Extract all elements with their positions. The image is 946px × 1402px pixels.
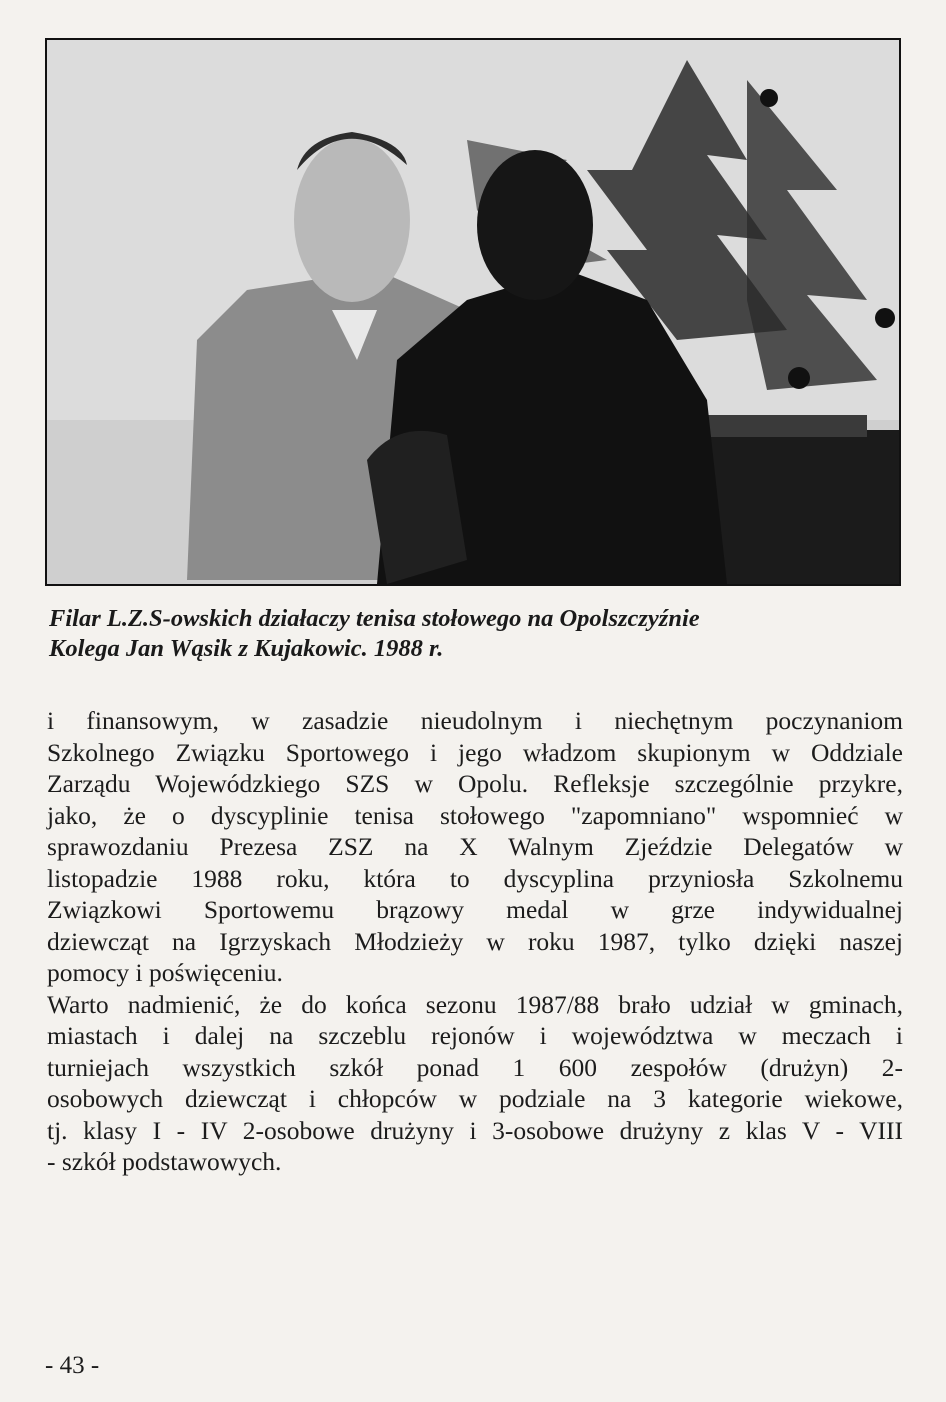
text-line: Zarządu Wojewódzkiego SZS w Opolu. Refleksje szczególnie przykre, bbox=[47, 769, 903, 798]
caption-line: Filar L.Z.S-owskich działaczy tenisa stołowego na Opolszczyźnie bbox=[49, 605, 700, 632]
photo-illustration bbox=[47, 40, 899, 584]
body-text bbox=[47, 705, 903, 1178]
text-line: dziewcząt na Igrzyskach Młodzieży w roku 1987, tylko dzięki naszej bbox=[47, 926, 903, 956]
page-number: - 43 - bbox=[45, 1352, 100, 1379]
text-line: i finansowym, w zasadzie nieudolnym i niechętnym poczynaniom bbox=[47, 706, 903, 735]
text-line: Szkolnego Związku Sportowego i jego władzom skupionym w Oddziale bbox=[47, 737, 903, 767]
text-line: pomocy i poświęceniu. bbox=[47, 958, 283, 987]
text-line: jako, że o dyscyplinie tenisa stołowego "zapomniano" wspomnieć w bbox=[47, 800, 903, 830]
text-line: turniejach wszystkich szkół ponad 1 600 zespołów (drużyn) 2- bbox=[47, 1052, 903, 1082]
text-line: sprawozdaniu Prezesa ZSZ na X Walnym Zjeździe Delegatów w bbox=[47, 832, 903, 861]
text-line: tj. klasy I - IV 2-osobowe drużyny i 3-osobowe drużyny z klas V - VIII bbox=[47, 1115, 903, 1145]
text-line: miastach i dalej na szczeblu rejonów i województwa w meczach i bbox=[47, 1021, 903, 1050]
text-line: - szkół podstawowych. bbox=[47, 1147, 282, 1176]
text-line: osobowych dziewcząt i chłopców w podziale na 3 kategorie wiekowe, bbox=[47, 1084, 903, 1113]
text-line: listopadzie 1988 roku, która to dyscyplina przyniosła Szkolnemu bbox=[47, 863, 903, 893]
photo-caption bbox=[49, 604, 901, 664]
photograph bbox=[45, 38, 901, 586]
caption-line: Kolega Jan Wąsik z Kujakowic. 1988 r. bbox=[49, 635, 444, 662]
text-line: Warto nadmienić, że do końca sezonu 1987/88 brało udział w gminach, bbox=[47, 989, 903, 1019]
text-line: Związkowi Sportowemu brązowy medal w grze indywidualnej bbox=[47, 895, 903, 924]
